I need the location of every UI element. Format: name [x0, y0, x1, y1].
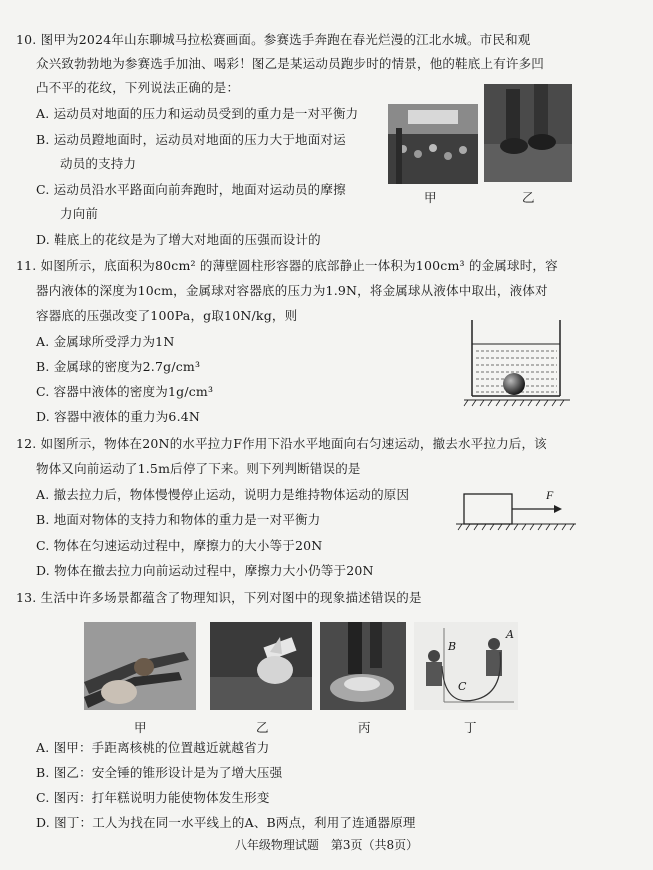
safety-hammer-image	[210, 622, 312, 710]
container-with-ball	[462, 316, 574, 408]
workers-level-tube-image	[414, 622, 518, 710]
q10-line-3: 凸不平的花纹，下列说法正确的是：	[36, 80, 240, 95]
q13-fig-label-jia: 甲	[134, 720, 147, 735]
q10-option-c-cont: 力向前	[60, 206, 99, 221]
q10-option-c: C. 运动员沿水平路面向前奔跑时，地面对运动员的摩擦	[36, 182, 346, 197]
point-label-b: B	[448, 640, 457, 653]
q13-drawing-level-tube	[414, 622, 518, 710]
q13-photo-nutcracker	[84, 622, 196, 710]
q13-fig-label-yi: 乙	[256, 720, 269, 735]
q13-fig-label-ding: 丁	[464, 720, 477, 735]
q11-option-d: D. 容器中液体的重力为6.4N	[36, 409, 201, 424]
q10-marathon-photo	[388, 104, 478, 184]
q13-photo-rice-cake	[320, 622, 406, 710]
q11-line-3: 容器底的压强改变了100Pa，g取10N/kg，则	[36, 308, 298, 323]
q10-shoe-photo	[484, 84, 572, 182]
q13-option-b: B. 图乙：安全锤的锥形设计是为了增大压强	[36, 765, 283, 780]
q12-block-diagram	[454, 486, 580, 534]
rice-cake-pounding-image	[320, 622, 406, 710]
q10-option-b: B. 运动员蹬地面时，运动员对地面的压力大于地面对运	[36, 132, 346, 147]
q13-photo-safety-hammer	[210, 622, 312, 710]
q11-line-1: 11. 如图所示，底面积为80cm² 的薄壁圆柱形容器的底部静止一体积为100cm³ 的金属球时，容	[16, 258, 558, 273]
q12-line-1: 12. 如图所示，物体在20N的水平拉力F作用下沿水平地面向右匀速运动，撤去水平拉力后，该	[16, 436, 547, 451]
q10-line-1: 10. 图甲为2024年山东聊城马拉松赛画面。参赛选手奔跑在春光烂漫的江北水城。市民和观	[16, 32, 531, 47]
q10-option-b-cont: 动员的支持力	[60, 156, 137, 171]
q13-option-c: C. 图丙：打年糕说明力能使物体发生形变	[36, 790, 270, 805]
q12-line-2: 物体又向前运动了1.5m后停了下来。则下列判断错误的是	[36, 461, 361, 476]
q13-line-1: 13. 生活中许多场景都蕴含了物理知识，下列对图中的现象描述错误的是	[16, 590, 422, 605]
force-label-f: F	[546, 488, 554, 502]
nutcracker-image	[84, 622, 196, 710]
q10-line-2: 众兴致勃勃地为参赛选手加油、喝彩！图乙是某运动员跑步时的情景，他的鞋底上有许多凹	[36, 56, 545, 71]
point-label-a: A	[506, 628, 514, 641]
q13-option-a: A. 图甲：手距离核桃的位置越近就越省力	[36, 740, 270, 755]
q11-line-2: 器内液体的深度为10cm，金属球对容器底的压力为1.9N，将金属球从液体中取出，液体对	[36, 283, 548, 298]
q12-option-b: B. 地面对物体的支持力和物体的重力是一对平衡力	[36, 512, 321, 527]
q13-option-d: D. 图丁：工人为找在同一水平线上的A、B两点，利用了连通器原理	[36, 815, 416, 830]
q11-option-b: B. 金属球的密度为2.7g/cm³	[36, 359, 201, 374]
q13-fig-label-bing: 丙	[358, 720, 371, 735]
q10-option-a: A. 运动员对地面的压力和运动员受到的重力是一对平衡力	[36, 106, 359, 121]
block-pulled-by-force	[454, 486, 580, 534]
page-footer: 八年级物理试题 第3页（共8页）	[234, 838, 419, 852]
q10-option-d: D. 鞋底上的花纹是为了增大对地面的压强而设计的	[36, 232, 321, 247]
running-shoe-image	[484, 84, 572, 182]
q12-option-a: A. 撤去拉力后，物体慢慢停止运动，说明力是维持物体运动的原因	[36, 487, 410, 502]
q12-option-c: C. 物体在匀速运动过程中，摩擦力的大小等于20N	[36, 538, 323, 553]
marathon-photo-image	[388, 104, 478, 184]
q11-option-a: A. 金属球所受浮力为1N	[36, 334, 175, 349]
point-label-c: C	[458, 680, 467, 693]
q11-container-diagram	[462, 316, 574, 408]
q10-fig-label-yi: 乙	[522, 190, 535, 205]
q11-option-c: C. 容器中液体的密度为1g/cm³	[36, 384, 214, 399]
q12-option-d: D. 物体在撤去拉力向前运动过程中，摩擦力大小仍等于20N	[36, 563, 374, 578]
q10-fig-label-jia: 甲	[424, 190, 437, 205]
